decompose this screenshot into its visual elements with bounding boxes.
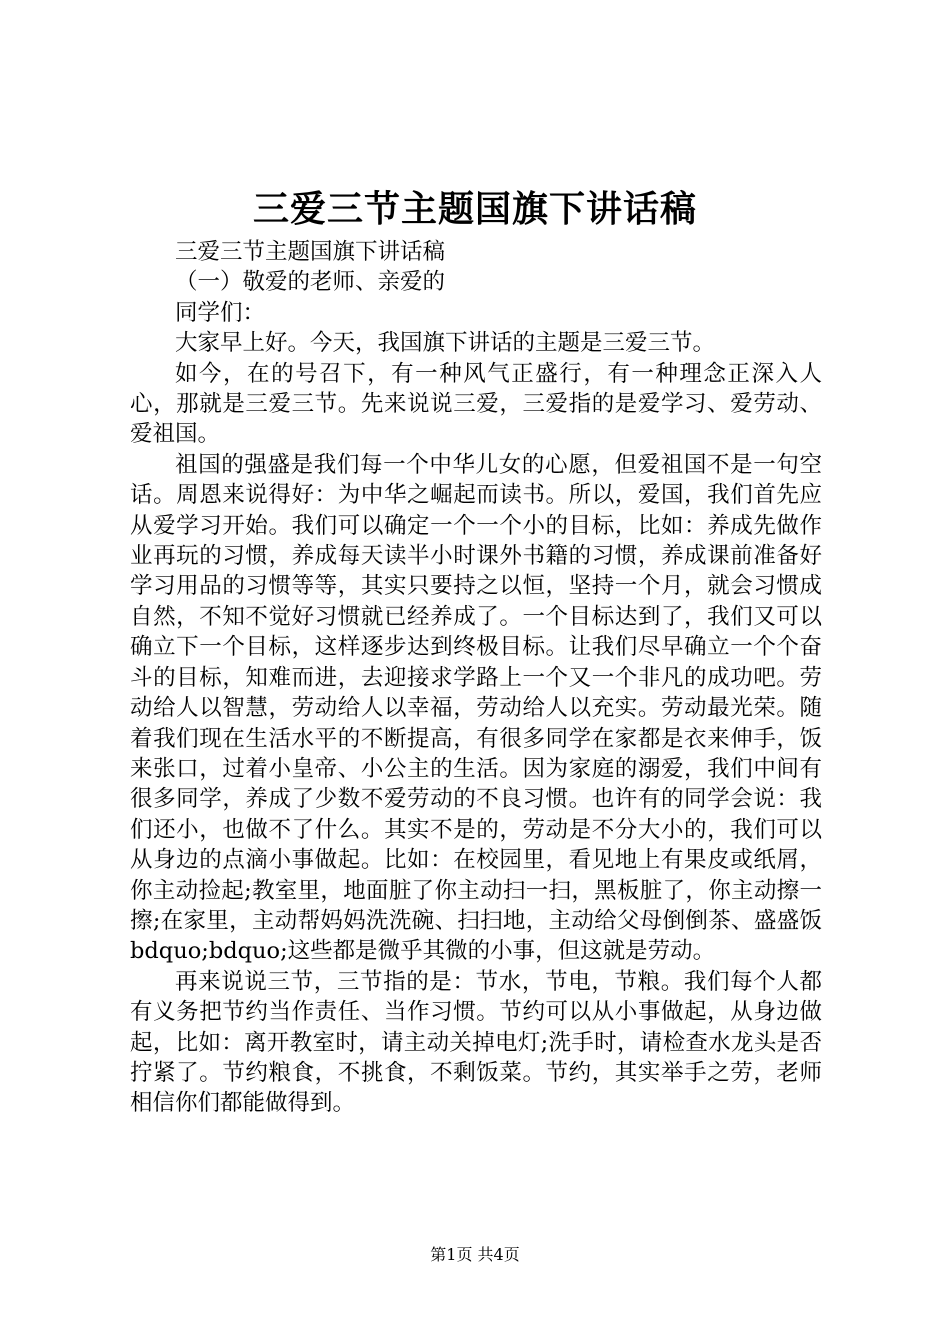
paragraph-subtitle: 三爱三节主题国旗下讲话稿 bbox=[175, 239, 446, 265]
paragraph-greeting: 大家早上好。今天，我国旗下讲话的主题是三爱三节。 bbox=[175, 330, 716, 357]
page-footer: 第1页 共4页 bbox=[430, 1245, 520, 1264]
paragraph-three-loves: 祖国的强盛是我们每一个中华儿女的心愿，但爱祖国不是一句空话。周恩来说得好：为中华之崛起而读书。所以，爱国，我们首先应从爱学习开始。我们可以确定一个一个小的目标，比如：养成先做作业再玩的习惯，养成每天读半小时课外书籍的习惯，养成课前准备好学习用品的习惯等等，其实只要持之以恒，坚持一个月，就会习惯成自然，不知不觉好习惯就已经养成了。一个目标达到了，我们又可以确立下一个目标，这样逐步达到终极目标。让我们尽早确立一个个奋斗的目标，知难而进，去迎接求学路上一个又一个非凡的成功吧。劳动给人以智慧，劳动给人以幸福，劳动给人以充实。劳动最光荣。随着我们现在生活水平的不断提高，有很多同学在家都是衣来伸手，饭来张口，过着小皇帝、小公主的生活。因为家庭的溺爱，我们中间有很多同学，养成了少数不爱劳动的不良习惯。也许有的同学会说：我们还小，也做不了什么。其实不是的，劳动是不分大小的，我们可以从身边的点滴小事做起。比如：在校园里，看见地上有果皮或纸屑，你主动捡起;教室里，地面脏了你主动扫一扫，黑板脏了，你主动擦一擦;在家里，主动帮妈妈洗洗碗、扫扫地，主动给父母倒倒茶、盛盛饭 bdquo;bdquo;这些都是微乎其微的小事，但这就是劳动。 bbox=[130, 451, 822, 965]
paragraph-salutation-2: 同学们： bbox=[175, 299, 266, 326]
document-body bbox=[130, 237, 822, 1119]
document-title: 三爱三节主题国旗下讲话稿 bbox=[252, 188, 697, 230]
paragraph-intro: 如今，在的号召下，有一种风气正盛行，有一种理念正深入人心，那就是三爱三节。先来说说三爱，三爱指的是爱学习、爱劳动、爱祖国。 bbox=[130, 360, 822, 448]
paragraph-salutation-1: （一）敬爱的老师、亲爱的 bbox=[175, 269, 446, 296]
paragraph-three-savings: 再来说说三节，三节指的是：节水，节电，节粮。我们每个人都有义务把节约当作责任、当作习惯。节约可以从小事做起，从身边做起，比如：离开教室时，请主动关掉电灯;洗手时，请检查水龙头是否拧紧了。节约粮食，不挑食，不剩饭菜。节约，其实举手之劳，老师相信你们都能做得到。 bbox=[130, 968, 822, 1117]
